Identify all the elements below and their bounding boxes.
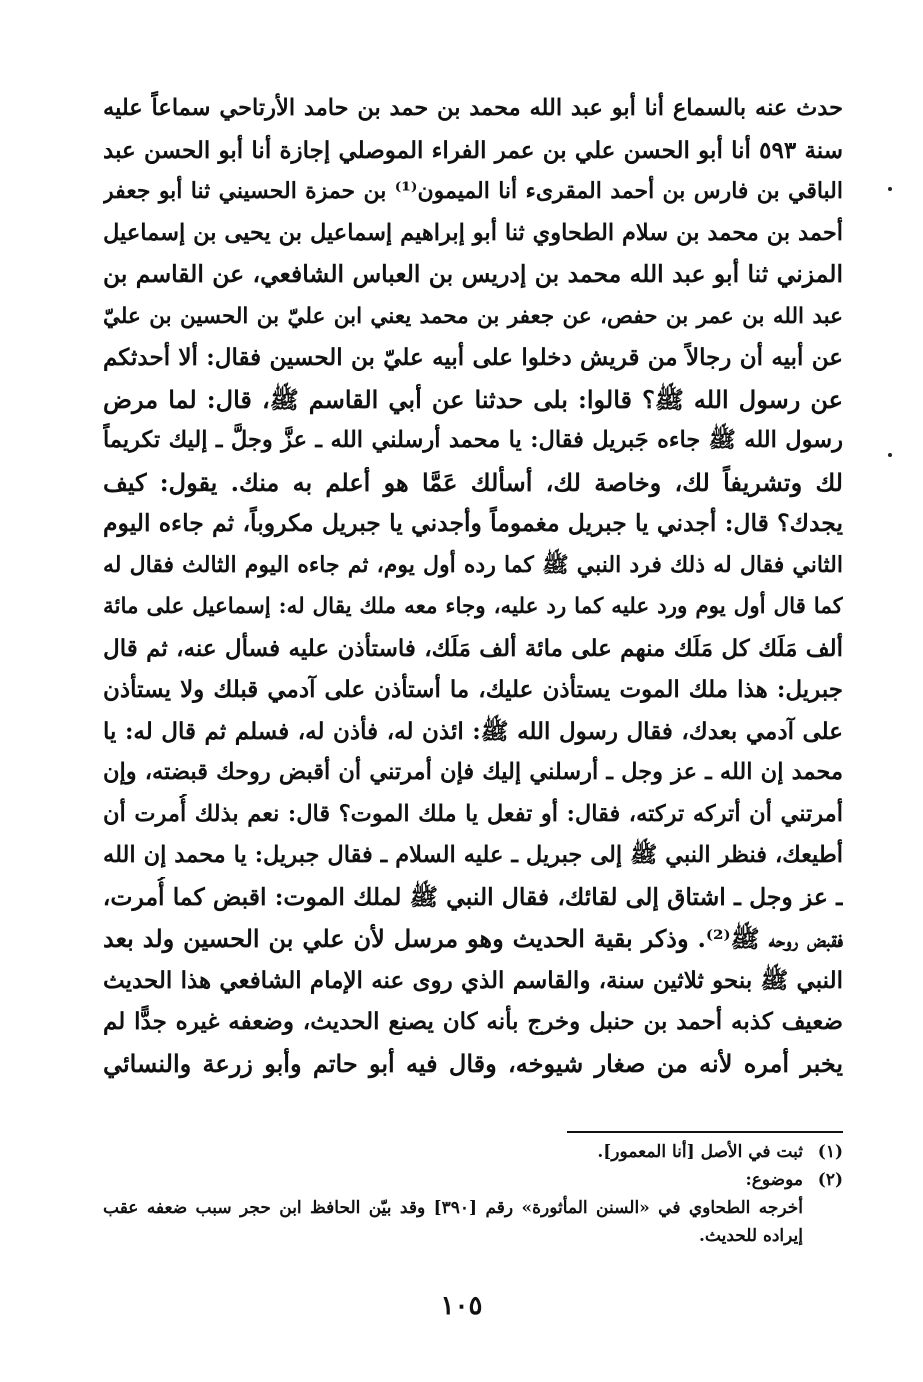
text-line: ألف مَلَك كل مَلَك منهم على مائة ألف مَلَك، فاستأذن عليه فسأل عنه، ثم قال <box>103 634 843 662</box>
margin-mark <box>888 187 892 191</box>
footnote-text: ثبت في الأصل [أنا المعمور]. <box>597 1142 803 1162</box>
footnote-2-line: أخرجه الطحاوي في «السنن المأثورة» رقم [٣٩٠] وقد بيّن الحافظ ابن حجر سبب ضعفه عقب <box>103 1198 803 1218</box>
text-line: يخبر أمره لأنه من صغار شيوخه، وقال فيه أبو حاتم وأبو زرعة والنسائي <box>103 1048 843 1078</box>
text-line: أحمد بن محمد بن سلام الطحاوي ثنا أبو إبراهيم إسماعيل بن يحيى بن إسماعيل <box>103 219 843 246</box>
page-number: ١٠٥ <box>440 1291 483 1321</box>
footnote-2 <box>103 1166 843 1194</box>
footnote-number: (١) <box>817 1142 843 1162</box>
footnote-number: (٢) <box>817 1170 843 1190</box>
main-text-block <box>103 88 843 1084</box>
footnotes <box>103 1138 843 1250</box>
text-line: عبد الله بن عمر بن حفص، عن جعفر بن محمد يعني ابن عليّ بن الحسين بن عليّ <box>103 303 843 329</box>
text-line: أمرتني أن أتركه تركته، فقال: أو تفعل يا ملك الموت؟ قال: نعم بذلك أُمرت أن <box>103 800 843 827</box>
footnote-1 <box>103 1138 843 1166</box>
text-line: محمد إن الله ـ عز وجل ـ أرسلني إليك فإن أمرتني أن أقبض روحك قبضته، وإن <box>103 759 843 785</box>
text-line: الباقي بن فارس بن أحمد المقرىء أنا الميمون⁽¹⁾ بن حمزة الحسيني ثنا أبو جعفر <box>103 178 843 204</box>
text-line: النبي ﷺ بنحو ثلاثين سنة، والقاسم الذي روى عنه الإمام الشافعي هذا الحديث <box>103 966 843 994</box>
margin-mark <box>888 453 892 457</box>
text-line: رسول الله ﷺ جاءه جَبريل فقال: يا محمد أرسلني الله ـ عزَّ وجلَّ ـ إليك تكريماً <box>103 427 843 453</box>
text-line: يجدك؟ قال: أجدني يا جبريل مغموماً وأجدني يا جبريل مكروباً، ثم جاءه اليوم <box>103 509 843 537</box>
text-line: جبريل: هذا ملك الموت يستأذن عليك، ما أستأذن على آدمي قبلك ولا يستأذن <box>103 676 843 703</box>
text-line: سنة ٥٩٣ أنا أبو الحسن علي بن عمر الفراء الموصلي إجازة أنا أبو الحسن عبد <box>103 136 843 164</box>
footnote-text: موضوع: <box>745 1170 803 1190</box>
text-line: ضعيف كذبه أحمد بن حنبل وخرج بأنه كان يصنع الحديث، وضعفه غيره جدًّا لم <box>103 1008 843 1035</box>
text-line: لك وتشريفاً لك، وخاصة لك، أسألك عَمَّا هو أعلم به منك. يقول: كيف <box>103 467 843 497</box>
text-line: كما قال أول يوم ورد عليه كما رد عليه، وجاء معه ملك يقال له: إسماعيل على مائة <box>103 594 843 619</box>
text-line: على آدمي بعدك، فقال رسول الله ﷺ: ائذن له، فأذن له، فسلم ثم قال له: يا <box>103 717 843 745</box>
text-line: حدث عنه بالسماع أنا أبو عبد الله محمد بن حمد بن حامد الأرتاحي سماعاً عليه <box>103 95 843 121</box>
text-line: الثاني فقال له ذلك فرد النبي ﷺ كما رده أول يوم، ثم جاءه اليوم الثالث فقال له <box>103 551 843 578</box>
text-line: المزني ثنا أبو عبد الله محمد بن إدريس بن العباس الشافعي، عن القاسم بن <box>103 260 843 288</box>
text-line: أطيعك، فنظر النبي ﷺ إلى جبريل ـ عليه السلام ـ فقال جبريل: يا محمد إن الله <box>103 842 843 868</box>
text-line: ـ عز وجل ـ اشتاق إلى لقائك، فقال النبي ﷺ لملك الموت: اقبض كما أُمرت، <box>103 882 843 911</box>
text-line: عن رسول الله ﷺ؟ قالوا: بلى حدثنا عن أبي القاسم ﷺ، قال: لما مرض <box>103 384 843 414</box>
text-line: فقبض روحه ﷺ⁽²⁾. وذكر بقية الحديث وهو مرسل لأن علي بن الحسين ولد بعد <box>103 924 843 953</box>
text-line: عن أبيه أن رجالاً من قريش دخلوا على أبيه عليّ بن الحسين فقال: ألا أحدثكم <box>103 344 843 371</box>
footnote-2-line: إيراده للحديث. <box>698 1226 803 1246</box>
footnote-separator <box>567 1131 843 1133</box>
